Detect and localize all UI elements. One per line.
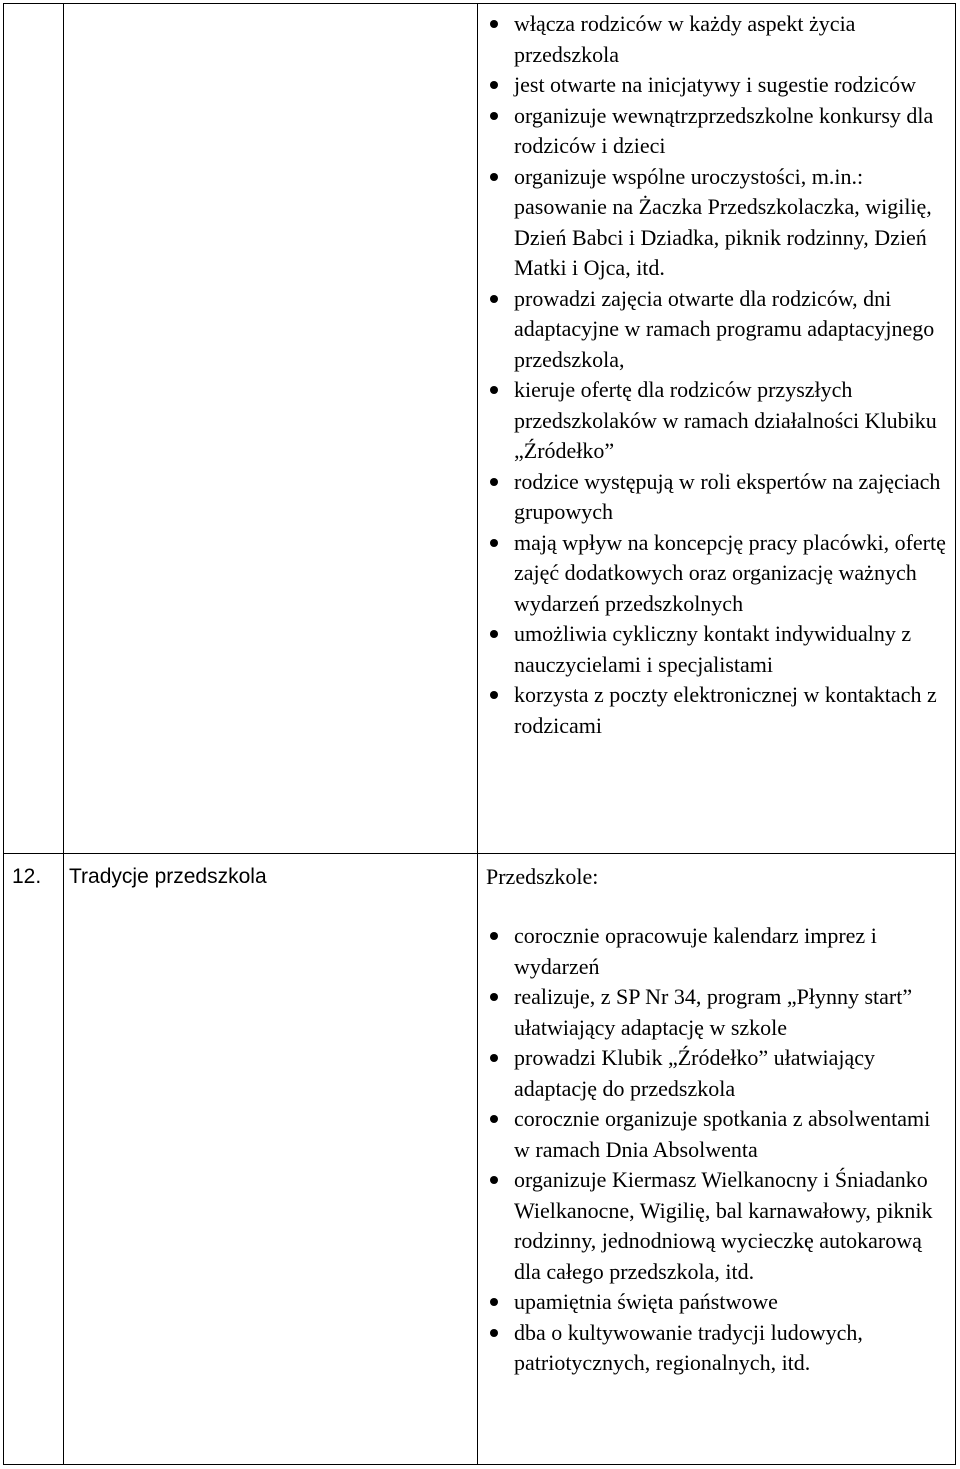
bullet-list [478, 4, 955, 741]
bullet-icon [490, 630, 498, 638]
list-item-text: organizuje wewnątrzprzedszkolne konkursy dla rodziców i dzieci [514, 102, 934, 158]
name-cell [64, 4, 478, 854]
list-item-text: prowadzi zajęcia otwarte dla rodziców, dni adaptacyjne w ramach programu adaptacyjnego przedszkola, [514, 285, 935, 372]
list-item [478, 1104, 955, 1165]
bullet-icon [490, 1329, 498, 1337]
list-item-text: kieruje ofertę dla rodziców przyszłych przedszkolaków w ramach działalności Klubiku „Źródełko” [514, 377, 937, 463]
list-item-text: dba o kultywowanie tradycji ludowych, patriotycznych, regionalnych, itd. [514, 1319, 863, 1375]
content-table [3, 3, 956, 1465]
list-item-text: prowadzi Klubik „Źródełko” ułatwiający adaptację do przedszkola [514, 1045, 876, 1101]
table-row [4, 854, 956, 1465]
list-item-text: korzysta z poczty elektronicznej w kontaktach z rodzicami [514, 682, 937, 738]
row-number: 12. [12, 865, 42, 888]
list-item [478, 101, 955, 162]
list-item [478, 680, 955, 741]
list-item [478, 619, 955, 680]
bullet-icon [490, 932, 498, 940]
list-item-text: włącza rodziców w każdy aspekt życia przedszkola [514, 11, 856, 67]
list-item [478, 528, 955, 620]
list-item-text: rodzice występują w roli ekspertów na zajęciach grupowych [514, 468, 941, 524]
bullet-icon [490, 20, 498, 28]
list-item-text: corocznie organizuje spotkania z absolwentami w ramach Dnia Absolwenta [514, 1106, 931, 1162]
list-item [478, 375, 955, 467]
list-item [478, 1043, 955, 1104]
list-item [478, 162, 955, 284]
list-item-text: corocznie opracowuje kalendarz imprez i wydarzeń [514, 923, 877, 979]
list-item [478, 70, 955, 101]
bullet-icon [490, 1054, 498, 1062]
list-item [478, 921, 955, 982]
bullet-icon [490, 81, 498, 89]
list-item [478, 9, 955, 70]
bullet-icon [490, 112, 498, 120]
bullet-icon [490, 478, 498, 486]
table-row [4, 4, 956, 854]
bullet-icon [490, 691, 498, 699]
description-heading: Przedszkole: [486, 864, 599, 889]
list-item [478, 467, 955, 528]
list-item [478, 1165, 955, 1287]
list-item [478, 982, 955, 1043]
list-item-text: upamiętnia święta państwowe [514, 1289, 778, 1314]
bullet-icon [490, 993, 498, 1001]
bullet-icon [490, 386, 498, 394]
list-item [478, 284, 955, 376]
bullet-icon [490, 1176, 498, 1184]
bullet-icon [490, 295, 498, 303]
number-cell [4, 854, 64, 1465]
bullet-icon [490, 539, 498, 547]
bullet-icon [490, 173, 498, 181]
list-item [478, 1287, 955, 1318]
list-item-text: mają wpływ na koncepcję pracy placówki, ofertę zajęć dodatkowych oraz organizację ważnych wydarzeń przedszkolnych [514, 529, 946, 616]
row-title: Tradycje przedszkola [69, 865, 267, 888]
bullet-icon [490, 1298, 498, 1306]
list-item-text: organizuje wspólne uroczystości, m.in.: pasowanie na Żaczka Przedszkolaczka, wigilię, Dzień Babci i Dziadka, piknik rodzinny, Dzień Matki i Ojca, itd. [514, 163, 932, 280]
description-cell [478, 854, 956, 1465]
list-item-text: umożliwia cykliczny kontakt indywidualny z nauczycielami i specjalistami [514, 621, 912, 677]
list-item [478, 1318, 955, 1379]
list-item-text: realizuje, z SP Nr 34, program „Płynny start” ułatwiający adaptację w szkole [514, 984, 913, 1040]
bullet-icon [490, 1115, 498, 1123]
description-cell [478, 4, 956, 854]
list-item-text: organizuje Kiermasz Wielkanocny i Śniadanko Wielkanocne, Wigilię, bal karnawałowy, piknik rodzinny, jednodniową wycieczkę autokarową dla całego przedszkola, itd. [514, 1167, 933, 1284]
number-cell [4, 4, 64, 854]
list-item-text: jest otwarte na inicjatywy i sugestie rodziców [514, 72, 916, 97]
name-cell [64, 854, 478, 1465]
bullet-list [478, 892, 955, 1379]
